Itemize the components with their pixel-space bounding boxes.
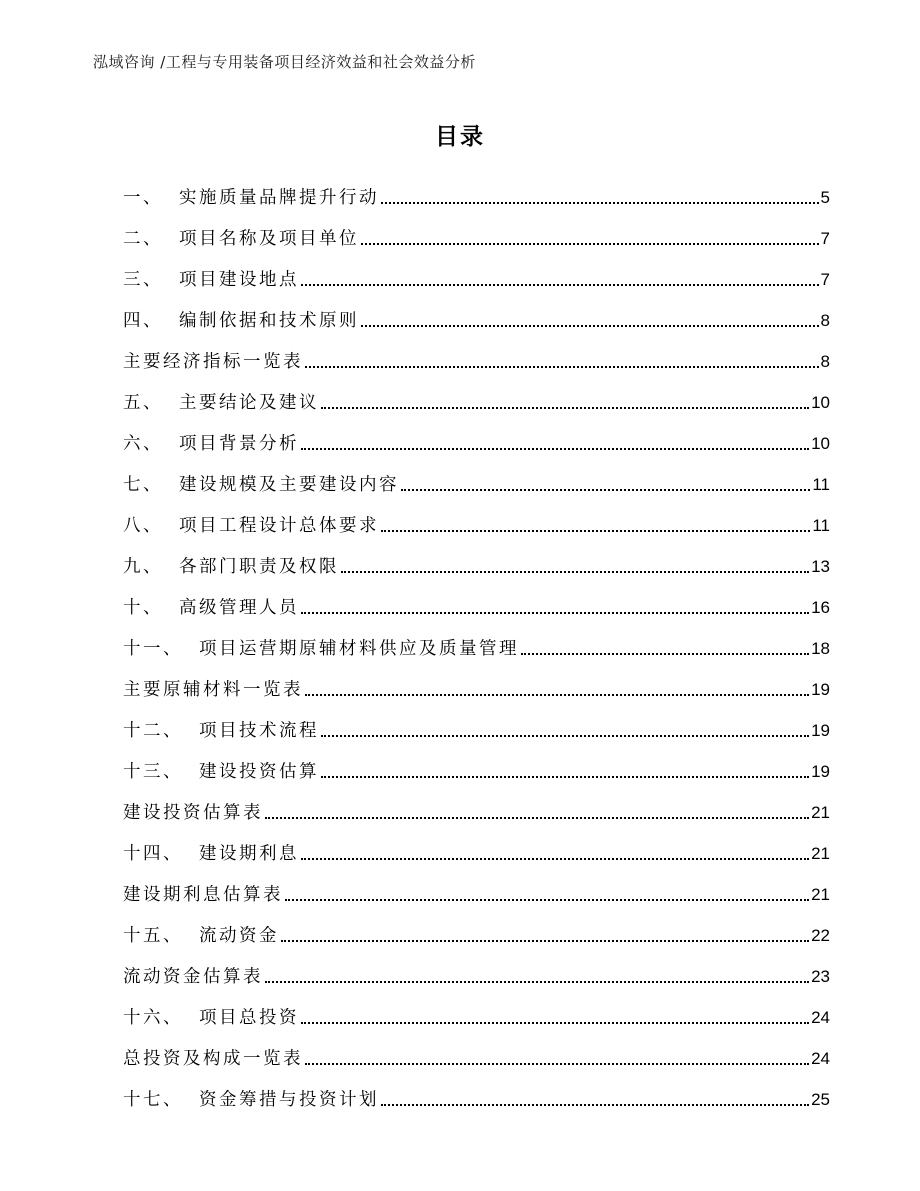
toc-entry-label [123,473,399,497]
toc-dot-leader [281,940,809,942]
toc-dot-leader [265,817,809,819]
toc-entry-number: 八、 [123,516,163,536]
toc-page-number: 24 [811,1049,830,1068]
toc-entry-number: 十二、 [123,721,183,741]
toc-entry-text: 主要结论及建议 [179,393,319,413]
toc-entry-number: 三、 [123,270,163,290]
toc-page-number: 16 [811,598,830,617]
toc-entry[interactable] [123,333,830,374]
toc-entry-text: 总投资及构成一览表 [123,1049,303,1069]
toc-entry[interactable] [123,825,830,866]
toc-page-number: 21 [811,803,830,822]
toc-entry-number: 四、 [123,311,163,331]
toc-entry[interactable] [123,415,830,456]
toc-page-number: 5 [820,188,830,207]
toc-entry-number: 十、 [123,598,163,618]
toc-dot-leader [321,776,809,778]
toc-entry-text: 建设期利息估算表 [123,885,283,905]
toc-entry-text: 主要原辅材料一览表 [123,680,303,700]
toc-entry-text: 项目总投资 [199,1008,299,1028]
toc-entry-label [123,186,379,210]
toc-dot-leader [381,202,819,204]
toc-entry-label [123,391,319,415]
table-of-contents [123,169,830,1112]
toc-page-number: 23 [811,967,830,986]
toc-entry-label [123,1006,299,1030]
toc-page-number: 19 [811,721,830,740]
toc-entry-text: 高级管理人员 [179,598,299,618]
toc-page-number: 7 [820,270,830,289]
toc-dot-leader [305,1063,809,1065]
toc-entry-text: 实施质量品牌提升行动 [179,188,379,208]
toc-entry-label [123,227,359,251]
toc-dot-leader [301,858,809,860]
toc-entry-text: 建设规模及主要建设内容 [179,475,399,495]
toc-entry-label [123,637,519,661]
toc-entry-label [123,924,279,948]
toc-entry-label [123,678,303,702]
toc-entry[interactable] [123,702,830,743]
toc-entry[interactable] [123,497,830,538]
toc-page-number: 8 [820,311,830,330]
toc-entry-number: 六、 [123,434,163,454]
toc-entry-number: 五、 [123,393,163,413]
toc-dot-leader [521,653,809,655]
toc-entry-number: 十三、 [123,762,183,782]
toc-entry-label [123,801,263,825]
toc-entry[interactable] [123,456,830,497]
toc-title: 目录 [435,124,485,150]
toc-entry-label [123,514,379,538]
toc-entry-number: 七、 [123,475,163,495]
toc-entry[interactable] [123,538,830,579]
toc-entry[interactable] [123,866,830,907]
toc-page-number: 21 [811,885,830,904]
toc-entry-label [123,596,299,620]
toc-page-number: 10 [811,393,830,412]
toc-entry[interactable] [123,620,830,661]
toc-dot-leader [341,571,809,573]
toc-entry-text: 编制依据和技术原则 [179,311,359,331]
toc-entry-number: 二、 [123,229,163,249]
toc-dot-leader [285,899,809,901]
toc-dot-leader [401,489,810,491]
toc-entry-number: 十四、 [123,844,183,864]
toc-entry-text: 项目背景分析 [179,434,299,454]
toc-entry-number: 九、 [123,557,163,577]
toc-entry[interactable] [123,251,830,292]
toc-dot-leader [305,366,819,368]
toc-page-number: 7 [820,229,830,248]
toc-entry-label [123,268,299,292]
toc-page-number: 21 [811,844,830,863]
toc-entry[interactable] [123,292,830,333]
toc-entry-text: 项目建设地点 [179,270,299,290]
toc-page-number: 10 [811,434,830,453]
toc-entry[interactable] [123,579,830,620]
toc-entry[interactable] [123,169,830,210]
toc-page-number: 24 [811,1008,830,1027]
toc-page-number: 19 [811,680,830,699]
toc-dot-leader [381,530,810,532]
toc-entry-text: 主要经济指标一览表 [123,352,303,372]
toc-entry-text: 建设期利息 [199,844,299,864]
toc-dot-leader [361,243,819,245]
toc-entry[interactable] [123,661,830,702]
toc-entry-label [123,350,303,374]
toc-entry-number: 一、 [123,188,163,208]
toc-entry-label [123,1047,303,1071]
toc-page-number: 25 [811,1090,830,1109]
toc-entry-text: 项目技术流程 [199,721,319,741]
toc-entry-text: 项目名称及项目单位 [179,229,359,249]
toc-dot-leader [321,735,809,737]
toc-entry-text: 流动资金估算表 [123,967,263,987]
toc-dot-leader [305,694,809,696]
toc-entry-number: 十五、 [123,926,183,946]
toc-dot-leader [301,448,809,450]
toc-entry-text: 各部门职责及权限 [179,557,339,577]
toc-entry[interactable] [123,907,830,948]
toc-dot-leader [301,1022,809,1024]
toc-page-number: 8 [820,352,830,371]
toc-entry-text: 建设投资估算 [199,762,319,782]
toc-entry[interactable] [123,784,830,825]
toc-entry-number: 十六、 [123,1008,183,1028]
toc-entry-label [123,760,319,784]
toc-entry-label [123,719,319,743]
toc-entry[interactable] [123,989,830,1030]
toc-entry[interactable] [123,210,830,251]
toc-entry-label [123,432,299,456]
toc-entry-label [123,842,299,866]
toc-entry-number: 十一、 [123,639,183,659]
toc-entry-text: 项目工程设计总体要求 [179,516,379,536]
toc-page-number: 19 [811,762,830,781]
toc-entry-label [123,555,339,579]
toc-entry[interactable] [123,743,830,784]
toc-entry[interactable] [123,374,830,415]
toc-entry-label [123,883,283,907]
toc-entry-text: 建设投资估算表 [123,803,263,823]
toc-dot-leader [381,1104,809,1106]
toc-entry-label [123,965,263,989]
toc-page-number: 13 [811,557,830,576]
toc-dot-leader [321,407,809,409]
toc-page-number: 22 [811,926,830,945]
toc-dot-leader [301,284,819,286]
toc-entry[interactable] [123,948,830,989]
toc-entry-text: 流动资金 [199,926,279,946]
toc-dot-leader [265,981,809,983]
toc-entry[interactable] [123,1030,830,1071]
toc-dot-leader [301,612,809,614]
toc-page-number: 11 [812,475,830,494]
toc-entry-label [123,1088,379,1112]
toc-entry-text: 项目运营期原辅材料供应及质量管理 [199,639,519,659]
running-header: 泓域咨询 /工程与专用装备项目经济效益和社会效益分析 [93,53,476,71]
toc-entry-text: 资金筹措与投资计划 [199,1090,379,1110]
toc-dot-leader [361,325,819,327]
toc-entry[interactable] [123,1071,830,1112]
toc-page-number: 18 [811,639,830,658]
toc-entry-number: 十七、 [123,1090,183,1110]
toc-entry-label [123,309,359,333]
toc-page-number: 11 [812,516,830,535]
